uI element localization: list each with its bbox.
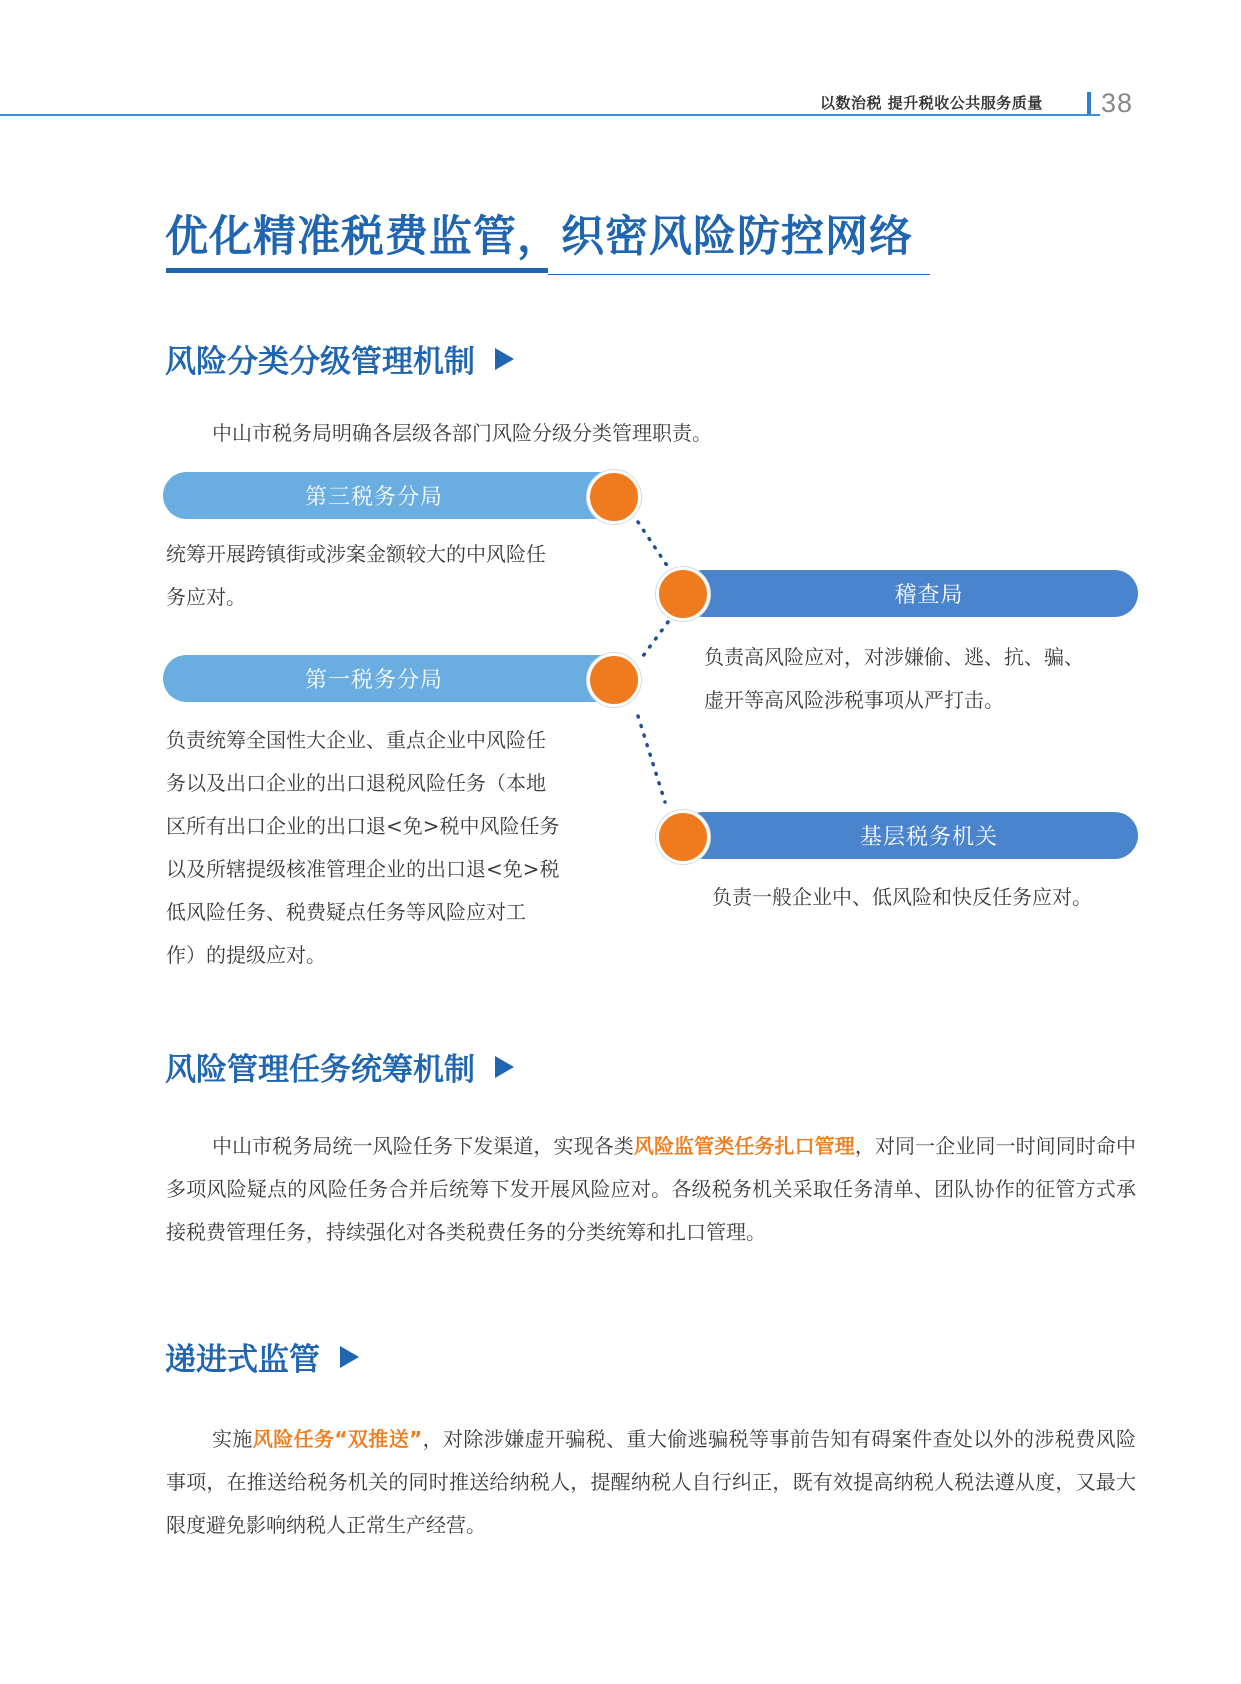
- section2-paragraph: [166, 1125, 1136, 1254]
- section3-paragraph: [166, 1418, 1136, 1547]
- running-title: 以数治税 提升税收公共服务质量: [820, 94, 1043, 112]
- page-title: 优化精准税费监管，织密风险防控网络: [165, 212, 913, 262]
- unit-label-grassroots-offices: 基层税务机关: [680, 812, 1138, 859]
- unit-desc-first-branch: [166, 719, 560, 977]
- unit-label-first-branch: 第一税务分局: [163, 655, 625, 702]
- desc-line: 低风险任务、税费疑点任务等风险应对工: [166, 900, 526, 924]
- desc-line: 负责高风险应对，对涉嫌偷、逃、抗、骗、: [704, 645, 1084, 669]
- para-highlight: 风险监管类任务扎口管理: [633, 1134, 855, 1158]
- unit-marker-grassroots-offices: [656, 810, 710, 864]
- para-text: 实施: [212, 1427, 253, 1451]
- section1-intro: 中山市税务局明确各层级各部门风险分级分类管理职责。: [212, 421, 712, 445]
- unit-marker-inspection-bureau: [656, 567, 710, 621]
- triangle-right-icon: [340, 1346, 359, 1368]
- unit-marker-first-branch: [587, 653, 641, 707]
- unit-label-third-branch: 第三税务分局: [163, 472, 625, 519]
- desc-line: 负责一般企业中、低风险和快反任务应对。: [712, 885, 1092, 909]
- desc-line: 务以及出口企业的出口退税风险任务（本地: [166, 771, 546, 795]
- unit-marker-third-branch: [587, 470, 641, 524]
- desc-line: 区所有出口企业的出口退<免>税中风险任务: [166, 814, 560, 838]
- section-title-task-coordination: [165, 1044, 514, 1089]
- para-highlight: 风险任务“双推送”: [252, 1427, 423, 1451]
- section-title-text: 递进式监管: [165, 1342, 320, 1378]
- para-text: 中山市税务局统一风险任务下发渠道，实现各类: [212, 1134, 634, 1158]
- para-text: ，对同一企业同一时间同时命中多项风险疑点的风险任务合并后统筹下发开展风险应对。各级税务机关采取任务清单、团队协作的征管方式承接税费管理任务，持续强化对各类税费任务的分类统筹和扎口管理。: [166, 1134, 1137, 1244]
- triangle-right-icon: [495, 1056, 514, 1078]
- unit-label-inspection-bureau: 稽查局: [680, 570, 1138, 617]
- section-title-text: 风险分类分级管理机制: [165, 344, 475, 380]
- page-number: 38: [1101, 88, 1134, 118]
- desc-line: 虚开等高风险涉税事项从严打击。: [704, 688, 1004, 712]
- desc-line: 统筹开展跨镇街或涉案金额较大的中风险任: [166, 542, 546, 566]
- para-text: ，对除涉嫌虚开骗税、重大偷逃骗税等事前告知有碍案件查处以外的涉税费风险事项，在推送给税务机关的同时推送给纳税人，提醒纳税人自行纠正，既有效提高纳税人税法遵从度，又最大限度避免影响纳税人正常生产经营。: [166, 1427, 1137, 1537]
- desc-line: 负责统筹全国性大企业、重点企业中风险任: [166, 728, 546, 752]
- unit-desc-inspection-bureau: [704, 636, 1084, 722]
- section-title-text: 风险管理任务统筹机制: [165, 1052, 475, 1088]
- desc-line: 务应对。: [166, 585, 246, 609]
- desc-line: 以及所辖提级核准管理企业的出口退<免>税: [166, 857, 560, 881]
- unit-desc-grassroots-offices: [712, 876, 1092, 919]
- unit-desc-third-branch: [166, 533, 546, 619]
- section-title-progressive-supervision: [165, 1334, 359, 1379]
- desc-line: 作）的提级应对。: [166, 943, 326, 967]
